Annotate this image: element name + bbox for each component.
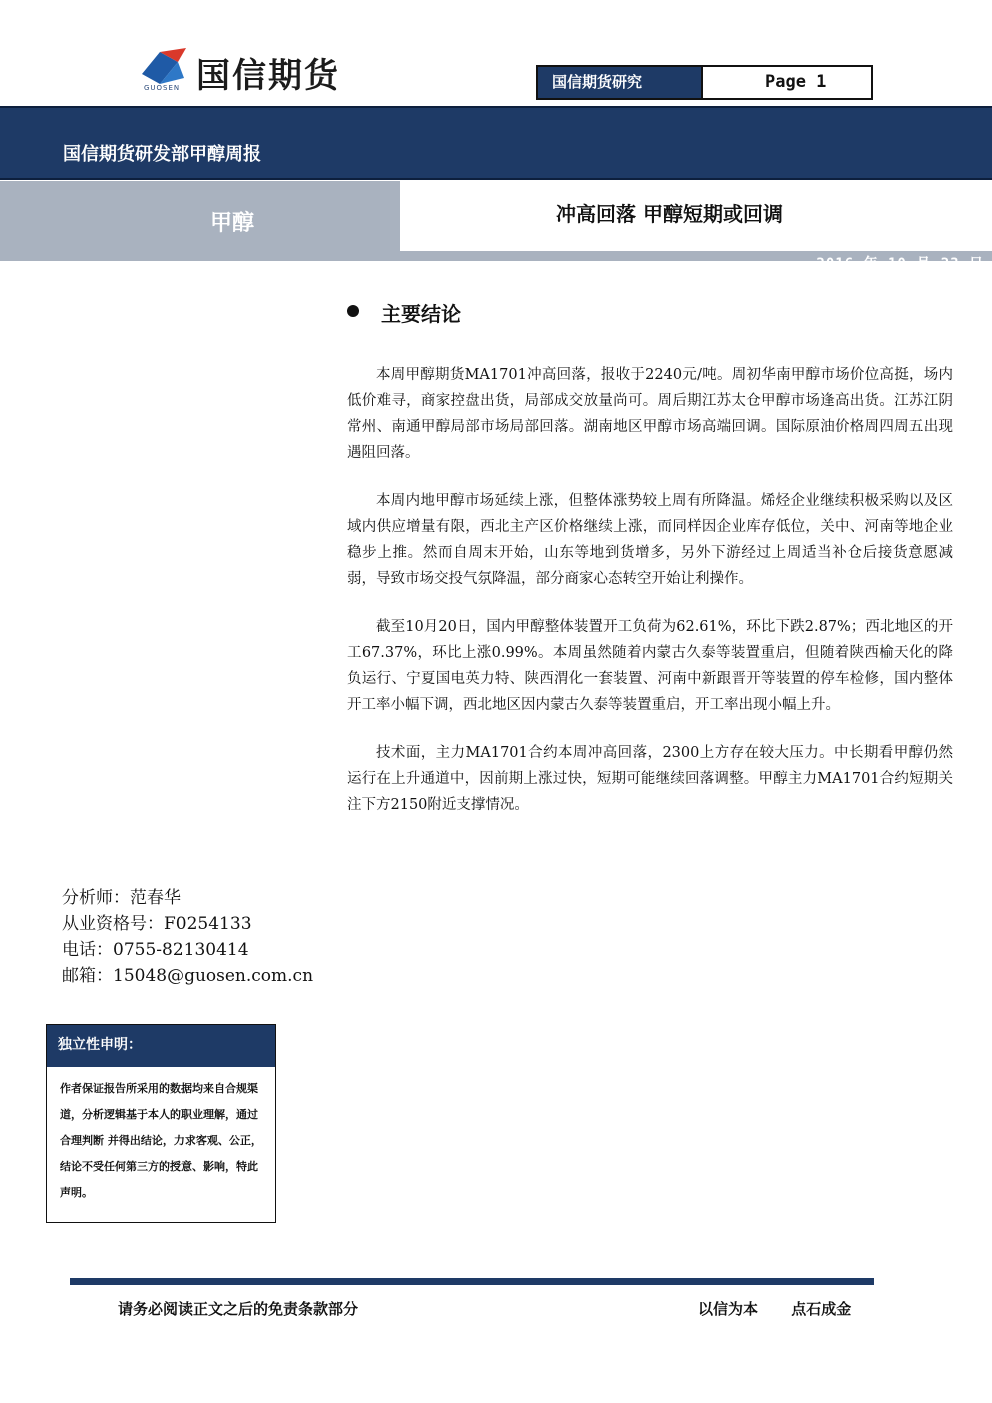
report-headline: 冲高回落 甲醇短期或回调 <box>556 202 783 226</box>
analyst-name: 分析师：范春华 <box>62 888 181 908</box>
report-title: 国信期货研发部甲醇周报 <box>63 144 261 165</box>
page-number: Page 1 <box>703 65 873 100</box>
bullet-icon <box>347 305 359 317</box>
analyst-license: 从业资格号：F0254133 <box>62 914 252 934</box>
report-body <box>347 362 953 840</box>
section-title: 主要结论 <box>381 302 461 326</box>
paragraph: 技术面，主力MA1701合约本周冲高回落，2300上方存在较大压力。中长期看甲醇仍然运行在上升通道中，因前期上涨过快，短期可能继续回落调整。甲醇主力MA1701合约短期关注下方2150附近支撑情况。 <box>347 745 953 813</box>
paragraph: 本周内地甲醇市场延续上涨，但整体涨势较上周有所降温。烯烃企业继续积极采购以及区域内供应增量有限，西北主产区价格继续上涨，而同样因企业库存低位，关中、河南等地企业稳步上推。然而自周末开始，山东等地到货增多，另外下游经过上周适当补仓后接货意愿减弱，导致市场交投气氛降温，部分商家心态转空开始让利操作。 <box>347 493 953 587</box>
footer-divider <box>70 1278 874 1285</box>
product-box <box>0 181 400 251</box>
product-name: 甲醇 <box>210 211 255 236</box>
paragraph: 截至10月20日，国内甲醇整体装置开工负荷为62.61%，环比下跌2.87%；西北地区的开工67.37%，环比上涨0.99%。本周虽然随着内蒙古久泰等装置重启，但随着陕西榆天化的降负运行、宁夏国电英力特、陕西渭化一套装置、河南中新跟晋开等装置的停车检修，国内整体开工率小幅下调，西北地区因内蒙古久泰等装置重启，开工率出现小幅上升。 <box>347 619 953 713</box>
research-label: 国信期货研究 <box>536 65 703 100</box>
footer-disclaimer-note: 请务必阅读正文之后的免责条款部分 <box>118 1300 359 1318</box>
footer-slogan: 以信为本 点石成金 <box>698 1300 852 1318</box>
logo-subtext: GUOSEN <box>144 84 181 92</box>
analyst-email[interactable]: 邮箱：15048@guosen.com.cn <box>62 966 314 986</box>
disclaimer-text: 作者保证报告所采用的数据均来自合规渠道，分析逻辑基于本人的职业理解，通过合理判断 并得出结论，力求客观、公正，结论不受任何第三方的授意、影响，特此声明。 <box>60 1082 262 1199</box>
analyst-info <box>62 885 313 989</box>
disclaimer-title: 独立性申明： <box>58 1037 142 1053</box>
analyst-phone: 电话：0755-82130414 <box>62 940 249 960</box>
logo-text: 国信期货 <box>196 56 340 96</box>
paragraph: 本周甲醇期货MA1701冲高回落，报收于2240元/吨。周初华南甲醇市场价位高挺，场内低价难寻，商家控盘出货，局部成交放量尚可。周后期江苏太仓甲醇市场逢高出货。江苏江阴常州、南通甲醇局部市场局部回落。湖南地区甲醇市场高端回调。国际原油价格周四周五出现遇阻回落。 <box>347 367 953 461</box>
report-date: 2016 年 10 月 23 日 <box>816 256 984 272</box>
